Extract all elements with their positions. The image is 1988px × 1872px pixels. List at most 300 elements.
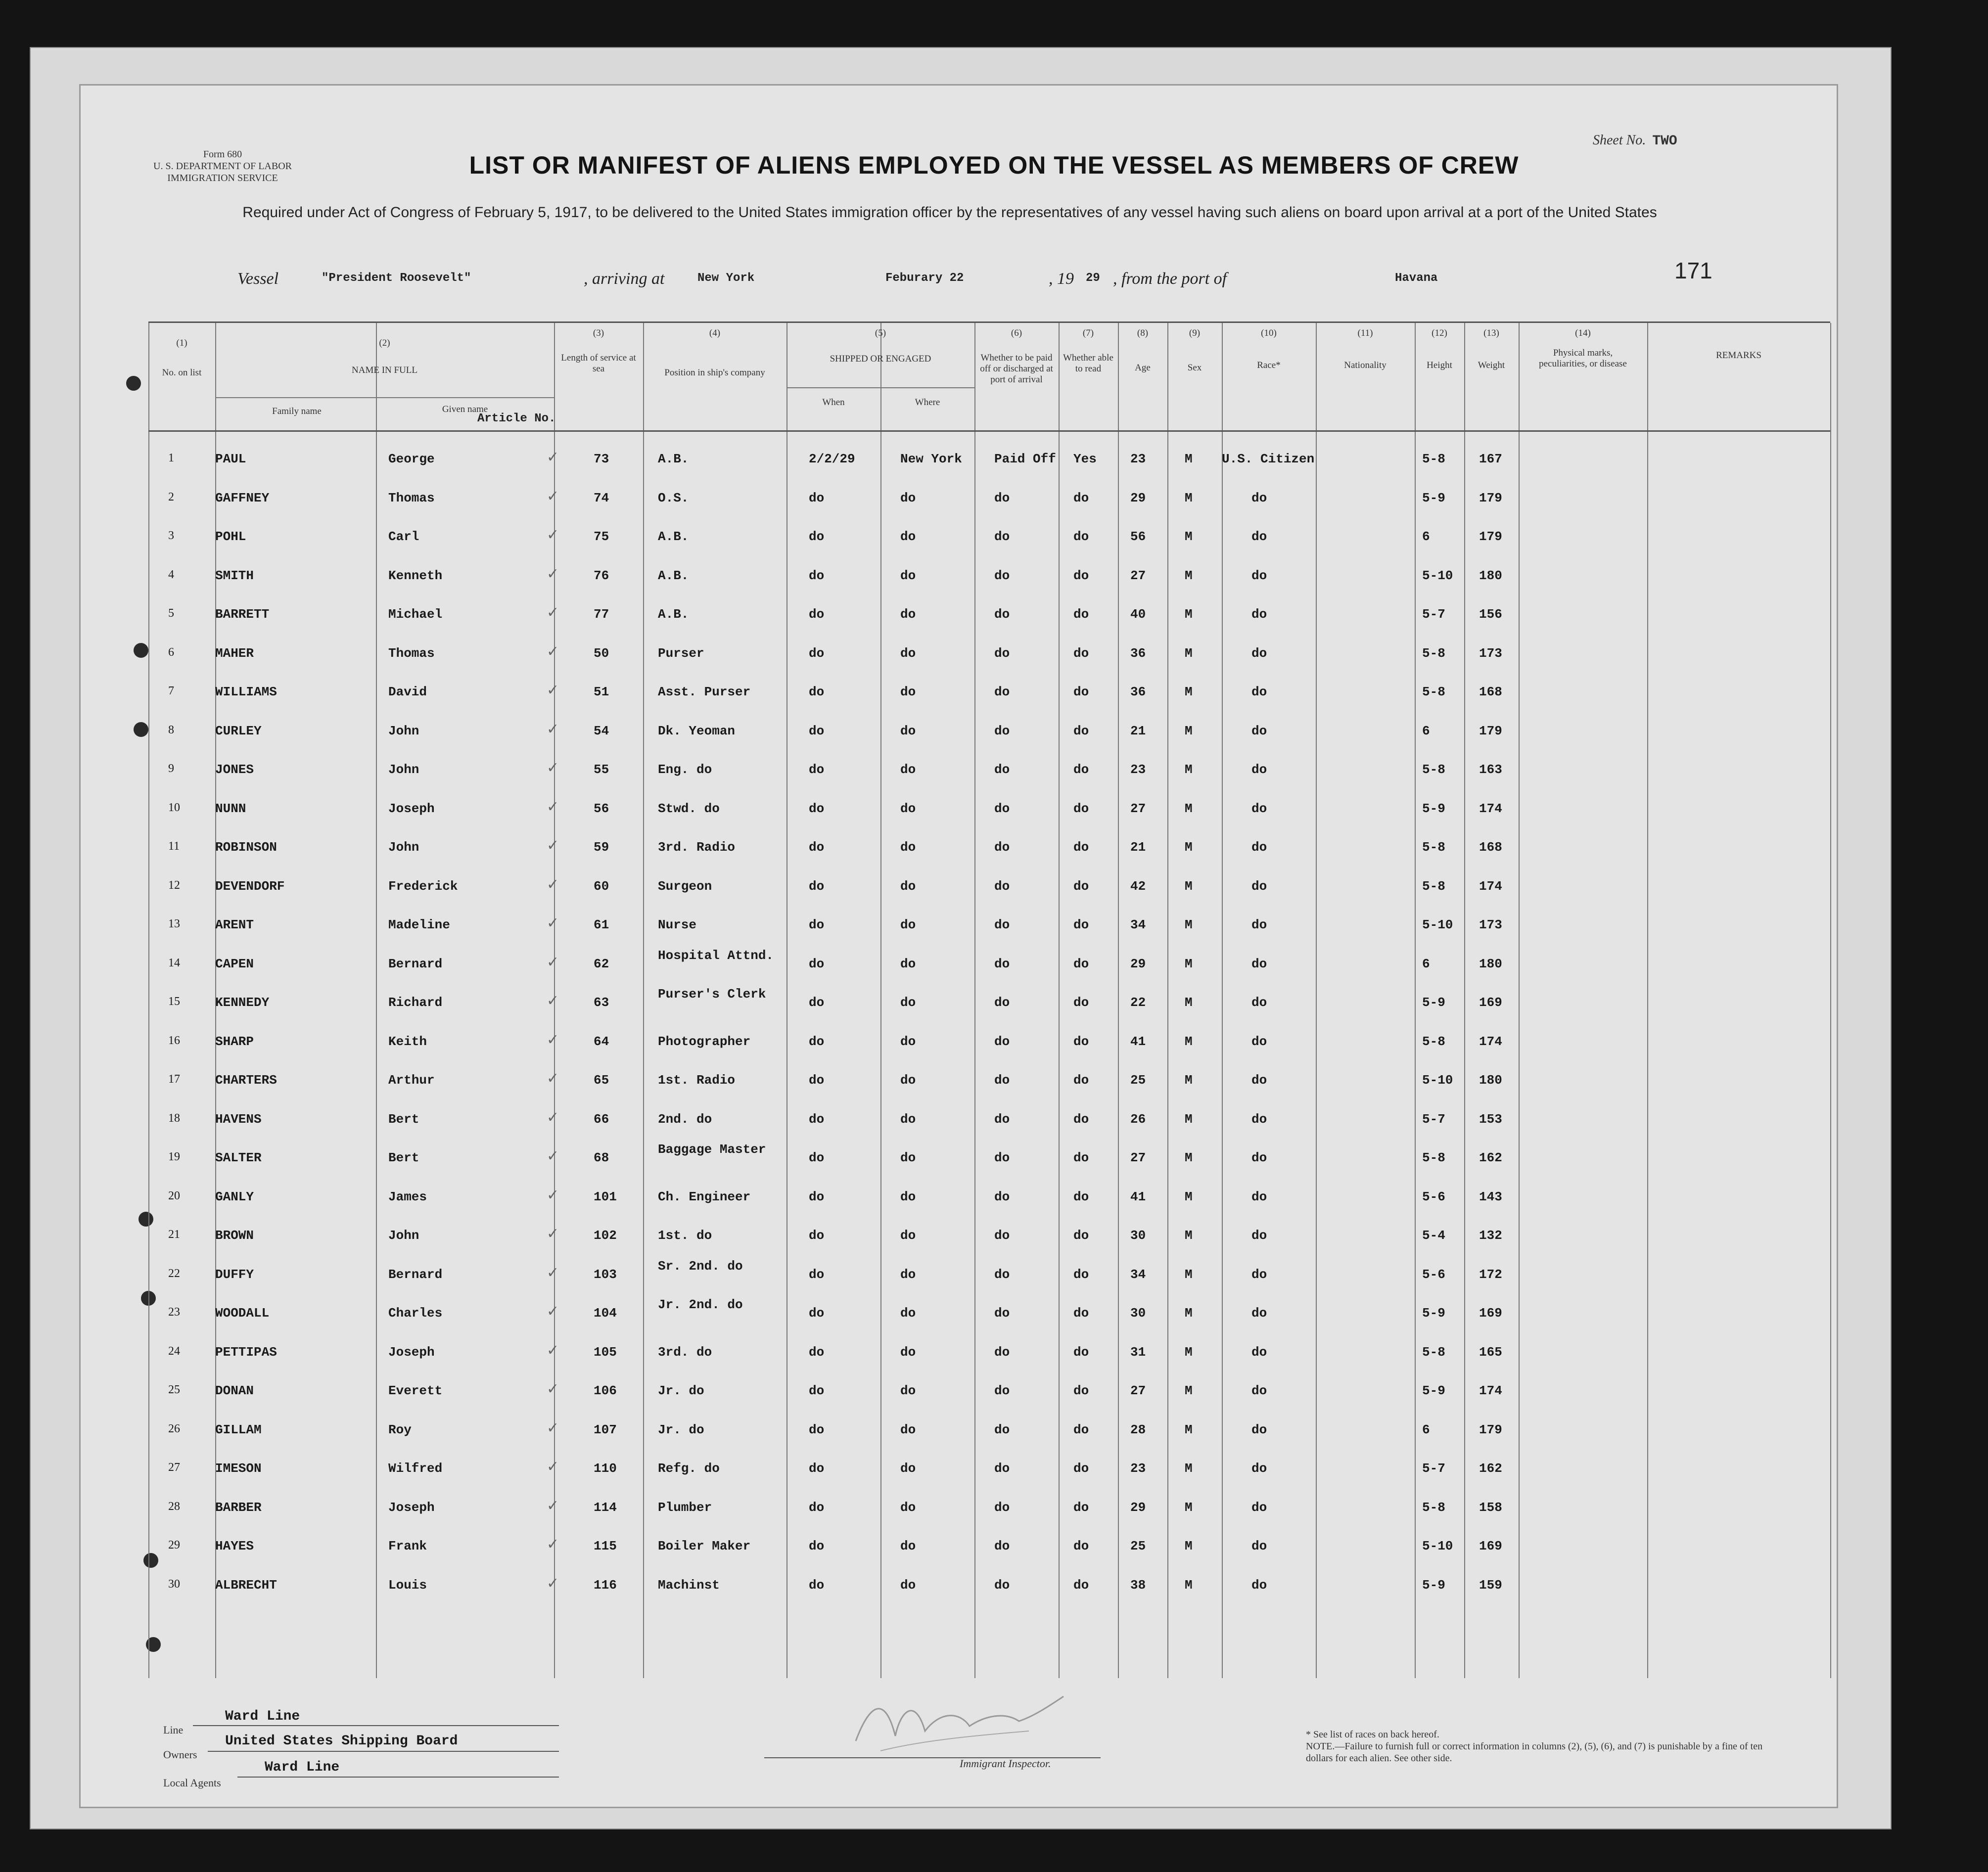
cell-nationality: do — [1251, 1189, 1267, 1204]
col-num-6: (6) — [1011, 328, 1022, 338]
cell-paid: do — [994, 1344, 1010, 1360]
cell-when: do — [809, 1422, 825, 1437]
cell-paid: do — [994, 762, 1010, 777]
arrival-date: Feburary 22 — [885, 272, 964, 285]
cell-read: do — [1073, 762, 1089, 777]
cell-age: 41 — [1130, 1034, 1146, 1049]
cell-family: PAUL — [215, 452, 246, 466]
table-row — [148, 481, 1830, 520]
cell-age: 26 — [1130, 1111, 1146, 1127]
punch-hole — [126, 376, 141, 391]
check-mark-icon: ✓ — [547, 837, 559, 854]
cell-given: Kenneth — [388, 568, 443, 583]
cell-paid: do — [994, 1189, 1010, 1204]
cell-where: do — [900, 1577, 916, 1593]
check-mark-icon: ✓ — [547, 1264, 559, 1281]
cell-age: 27 — [1130, 568, 1146, 583]
cell-given: Michael — [388, 607, 443, 622]
cell-nationality: do — [1251, 1422, 1267, 1437]
check-mark-icon: ✓ — [547, 1574, 559, 1592]
arriving-label: , arriving at — [584, 270, 665, 288]
cell-position: Photographer — [658, 1034, 751, 1049]
cell-position: 2nd. do — [658, 1111, 712, 1127]
col-where: Where — [915, 397, 940, 408]
cell-where: do — [900, 801, 916, 816]
sheet-number — [1593, 133, 1677, 149]
cell-where: do — [900, 1150, 916, 1165]
cell-nationality: do — [1251, 917, 1267, 932]
header-separator — [148, 430, 1830, 432]
cell-when: do — [809, 878, 825, 894]
cell-height: 5-7 — [1422, 1461, 1445, 1476]
cell-height: 5-7 — [1422, 607, 1445, 622]
cell-family: CAPEN — [215, 956, 254, 971]
cell-weight: 180 — [1479, 1073, 1502, 1088]
cell-given: Roy — [388, 1422, 412, 1437]
check-mark-icon: ✓ — [547, 642, 559, 660]
cell-sex: M — [1185, 490, 1193, 505]
cell-position: Stwd. do — [658, 801, 720, 816]
check-mark-icon: ✓ — [547, 1186, 559, 1204]
cell-given: Louis — [388, 1577, 427, 1593]
cell-paid: do — [994, 840, 1010, 855]
cell-position: O.S. — [658, 490, 689, 505]
cell-article: 76 — [594, 568, 609, 583]
cell-position: A.B. — [658, 452, 689, 466]
document-subtitle: Required under Act of Congress of February 5, 1917, to be delivered to the United States immigration officer by the representatives of any vessel having such aliens on board upon arrival at a port of the United States — [242, 204, 1657, 221]
cell-given: Bernard — [388, 1267, 443, 1282]
cell-no: 18 — [168, 1111, 180, 1125]
cell-nationality: do — [1251, 568, 1267, 583]
cell-family: GANLY — [215, 1189, 254, 1204]
table-row — [148, 675, 1830, 714]
check-mark-icon: ✓ — [547, 992, 559, 1009]
cell-age: 42 — [1130, 878, 1146, 894]
cell-sex: M — [1185, 529, 1193, 544]
cell-where: do — [900, 1539, 916, 1553]
cell-no: 28 — [168, 1500, 180, 1513]
cell-paid: do — [994, 917, 1010, 932]
cell-article: 54 — [594, 723, 609, 738]
cell-family: DONAN — [215, 1383, 254, 1398]
cell-given: Bert — [388, 1111, 419, 1127]
col-name-in-full: NAME IN FULL — [352, 365, 417, 375]
cell-when: do — [809, 995, 825, 1010]
cell-family: SHARP — [215, 1034, 254, 1049]
cell-when: do — [809, 490, 825, 505]
cell-when: do — [809, 1150, 825, 1165]
cell-read: do — [1073, 1422, 1089, 1437]
cell-age: 40 — [1130, 607, 1146, 622]
cell-nationality: do — [1251, 1150, 1267, 1165]
cell-weight: 173 — [1479, 645, 1502, 661]
cell-no: 23 — [168, 1306, 180, 1319]
cell-weight: 158 — [1479, 1500, 1502, 1515]
cell-read: do — [1073, 645, 1089, 661]
cell-article: 65 — [594, 1073, 609, 1088]
cell-family: BARRETT — [215, 607, 270, 622]
cell-where: do — [900, 529, 916, 544]
cell-read: do — [1073, 917, 1089, 932]
cell-nationality: do — [1251, 1073, 1267, 1088]
cell-when: do — [809, 956, 825, 971]
table-row — [148, 1568, 1830, 1607]
cell-paid: do — [994, 1383, 1010, 1398]
cell-sex: M — [1185, 1344, 1193, 1360]
cell-paid: do — [994, 956, 1010, 971]
check-mark-icon: ✓ — [547, 1458, 559, 1475]
cell-weight: 169 — [1479, 1306, 1502, 1321]
cell-family: SMITH — [215, 568, 254, 583]
cell-when: do — [809, 762, 825, 777]
cell-nationality: do — [1251, 1539, 1267, 1553]
cell-no: 15 — [168, 995, 180, 1008]
cell-article: 106 — [594, 1383, 617, 1398]
cell-read: do — [1073, 685, 1089, 699]
cell-age: 27 — [1130, 1383, 1146, 1398]
col-weight: Weight — [1478, 360, 1505, 370]
cell-where: do — [900, 607, 916, 622]
cell-no: 2 — [168, 490, 174, 503]
cell-when: do — [809, 1111, 825, 1127]
cell-article: 61 — [594, 917, 609, 932]
table-row — [148, 1218, 1830, 1257]
cell-nationality: do — [1251, 1383, 1267, 1398]
cell-nationality: do — [1251, 1111, 1267, 1127]
col-nationality: Nationality — [1344, 360, 1387, 370]
cell-sex: M — [1185, 1500, 1193, 1515]
check-mark-icon: ✓ — [547, 1031, 559, 1049]
cell-sex: M — [1185, 645, 1193, 661]
col-num-5: (5) — [875, 328, 886, 338]
cell-sex: M — [1185, 452, 1193, 466]
cell-sex: M — [1185, 917, 1193, 932]
table-row — [148, 558, 1830, 597]
cell-given: Frank — [388, 1539, 427, 1553]
cell-family: NUNN — [215, 801, 246, 816]
table-row — [148, 1296, 1830, 1335]
cell-read: do — [1073, 801, 1089, 816]
line-value: Ward Line — [225, 1709, 300, 1724]
cell-family: BARBER — [215, 1500, 262, 1515]
cell-paid: do — [994, 1073, 1010, 1088]
table-row — [148, 1180, 1830, 1219]
cell-given: John — [388, 723, 419, 738]
cell-sex: M — [1185, 1461, 1193, 1476]
cell-when: do — [809, 1306, 825, 1321]
cell-nationality: do — [1251, 1344, 1267, 1360]
cell-sex: M — [1185, 685, 1193, 699]
cell-no: 21 — [168, 1228, 180, 1241]
cell-age: 56 — [1130, 529, 1146, 544]
cell-article: 75 — [594, 529, 609, 544]
cell-where: do — [900, 995, 916, 1010]
cell-paid: do — [994, 801, 1010, 816]
cell-height: 5-8 — [1422, 685, 1445, 699]
cell-weight: 153 — [1479, 1111, 1502, 1127]
cell-nationality: do — [1251, 1267, 1267, 1282]
table-row — [148, 869, 1830, 908]
cell-sex: M — [1185, 568, 1193, 583]
cell-height: 6 — [1422, 956, 1430, 971]
cell-height: 5-8 — [1422, 878, 1445, 894]
cell-sex: M — [1185, 1422, 1193, 1437]
cell-sex: M — [1185, 1539, 1193, 1553]
table-row — [148, 442, 1830, 481]
cell-where: do — [900, 1461, 916, 1476]
cell-nationality: do — [1251, 801, 1267, 816]
cell-read: do — [1073, 840, 1089, 855]
cell-position: Plumber — [658, 1500, 712, 1515]
check-mark-icon: ✓ — [547, 1536, 559, 1553]
cell-position: 3rd. do — [658, 1344, 712, 1360]
cell-height: 5-8 — [1422, 452, 1445, 466]
cell-age: 21 — [1130, 840, 1146, 855]
cell-paid: do — [994, 1461, 1010, 1476]
cell-age: 29 — [1130, 1500, 1146, 1515]
punch-hole — [134, 643, 148, 658]
cell-paid: do — [994, 1306, 1010, 1321]
cell-paid: do — [994, 1267, 1010, 1282]
cell-age: 23 — [1130, 452, 1146, 466]
cell-article: 101 — [594, 1189, 617, 1204]
cell-weight: 180 — [1479, 956, 1502, 971]
from-port: Havana — [1395, 272, 1438, 285]
cell-height: 5-8 — [1422, 840, 1445, 855]
service-name: IMMIGRATION SERVICE — [167, 173, 278, 183]
cell-height: 5-9 — [1422, 801, 1445, 816]
cell-article: 66 — [594, 1111, 609, 1127]
cell-sex: M — [1185, 1073, 1193, 1088]
cell-article: 110 — [594, 1461, 617, 1476]
vessel-name: "President Roosevelt" — [322, 272, 471, 285]
cell-no: 7 — [168, 685, 174, 697]
cell-height: 5-8 — [1422, 1150, 1445, 1165]
line-label: Line — [163, 1724, 184, 1736]
cell-article: 116 — [594, 1577, 617, 1593]
cell-position: Nurse — [658, 917, 697, 932]
cell-age: 23 — [1130, 1461, 1146, 1476]
cell-no: 6 — [168, 645, 174, 659]
table-row — [148, 1024, 1830, 1063]
cell-sex: M — [1185, 801, 1193, 816]
cell-article: 64 — [594, 1034, 609, 1049]
cell-article: 55 — [594, 762, 609, 777]
cell-given: John — [388, 762, 419, 777]
col-when: When — [822, 397, 845, 408]
cell-nationality: do — [1251, 956, 1267, 971]
cell-nationality: do — [1251, 529, 1267, 544]
table-row — [148, 636, 1830, 675]
footnote — [1306, 1729, 1776, 1764]
cell-where: do — [900, 1034, 916, 1049]
cell-where: do — [900, 1344, 916, 1360]
col-num-1: (1) — [176, 338, 187, 348]
cell-no: 13 — [168, 917, 180, 930]
cell-where: do — [900, 1189, 916, 1204]
local-agents-value: Ward Line — [265, 1760, 340, 1775]
cell-position: Purser's Clerk — [658, 987, 766, 1002]
check-mark-icon: ✓ — [547, 1341, 559, 1359]
cell-article: 63 — [594, 995, 609, 1010]
cell-position: 3rd. Radio — [658, 840, 736, 855]
cell-family: SALTER — [215, 1150, 262, 1165]
cell-read: do — [1073, 1228, 1089, 1243]
col-height: Height — [1427, 360, 1452, 370]
cell-article: 77 — [594, 607, 609, 622]
cell-sex: M — [1185, 878, 1193, 894]
cell-position: Hospital Attnd. — [658, 948, 774, 963]
cell-age: 34 — [1130, 1267, 1146, 1282]
cell-no: 1 — [168, 452, 174, 464]
cell-age: 22 — [1130, 995, 1146, 1010]
cell-paid: do — [994, 1422, 1010, 1437]
cell-article: 103 — [594, 1267, 617, 1282]
cell-age: 38 — [1130, 1577, 1146, 1593]
cell-no: 14 — [168, 956, 180, 969]
cell-read: do — [1073, 723, 1089, 738]
cell-age: 30 — [1130, 1306, 1146, 1321]
check-mark-icon: ✓ — [547, 1070, 559, 1087]
cell-read: do — [1073, 568, 1089, 583]
cell-paid: do — [994, 685, 1010, 699]
cell-no: 25 — [168, 1383, 180, 1396]
cell-paid: do — [994, 607, 1010, 622]
cell-nationality: do — [1251, 878, 1267, 894]
cell-weight: 179 — [1479, 1422, 1502, 1437]
check-mark-icon: ✓ — [547, 1225, 559, 1242]
cell-article: 74 — [594, 490, 609, 505]
table-row — [148, 985, 1830, 1024]
cell-position: Asst. Purser — [658, 685, 751, 699]
sheet-number-value: TWO — [1652, 134, 1677, 149]
cell-position: Surgeon — [658, 878, 712, 894]
table-row — [148, 714, 1830, 753]
cell-age: 21 — [1130, 723, 1146, 738]
cell-height: 5-8 — [1422, 762, 1445, 777]
check-mark-icon: ✓ — [547, 682, 559, 699]
cell-age: 23 — [1130, 762, 1146, 777]
cell-when: do — [809, 723, 825, 738]
cell-where: do — [900, 1383, 916, 1398]
cell-height: 5-8 — [1422, 1500, 1445, 1515]
cell-paid: do — [994, 645, 1010, 661]
cell-given: Bernard — [388, 956, 443, 971]
table-row — [148, 1529, 1830, 1568]
col-shipped-or-engaged: SHIPPED OR ENGAGED — [830, 354, 931, 364]
cell-read: do — [1073, 878, 1089, 894]
check-mark-icon: ✓ — [547, 1108, 559, 1126]
table-row — [148, 597, 1830, 636]
cell-article: 68 — [594, 1150, 609, 1165]
cell-nationality: do — [1251, 1461, 1267, 1476]
cell-paid: do — [994, 490, 1010, 505]
cell-family: MAHER — [215, 645, 254, 661]
col-num-4: (4) — [709, 328, 721, 338]
cell-age: 29 — [1130, 956, 1146, 971]
cell-family: GAFFNEY — [215, 490, 270, 505]
table-row — [148, 1102, 1830, 1141]
cell-position: A.B. — [658, 607, 689, 622]
cell-weight: 179 — [1479, 723, 1502, 738]
cell-height: 6 — [1422, 723, 1430, 738]
cell-height: 5-10 — [1422, 1539, 1453, 1553]
cell-family: HAYES — [215, 1539, 254, 1553]
cell-paid: do — [994, 1228, 1010, 1243]
cell-read: do — [1073, 1034, 1089, 1049]
cell-when: do — [809, 917, 825, 932]
cell-paid: do — [994, 568, 1010, 583]
cell-sex: M — [1185, 1034, 1193, 1049]
cell-where: do — [900, 1306, 916, 1321]
cell-paid: do — [994, 1577, 1010, 1593]
check-mark-icon: ✓ — [547, 565, 559, 583]
cell-when: do — [809, 685, 825, 699]
cell-article: 102 — [594, 1228, 617, 1243]
cell-where: do — [900, 1500, 916, 1515]
sheet-number-label: Sheet No. — [1593, 133, 1646, 148]
cell-given: Joseph — [388, 1500, 435, 1515]
cell-read: do — [1073, 529, 1089, 544]
cell-height: 5-10 — [1422, 568, 1453, 583]
punch-hole — [134, 722, 148, 737]
col-paid-off: Whether to be paid off or discharged at port of arrival — [980, 353, 1053, 385]
cell-no: 26 — [168, 1422, 180, 1435]
cell-sex: M — [1185, 1228, 1193, 1243]
cell-family: ARENT — [215, 917, 254, 932]
cell-height: 5-9 — [1422, 995, 1445, 1010]
article-no-label: Article No. — [477, 412, 556, 425]
cell-article: 115 — [594, 1539, 617, 1553]
cell-paid: do — [994, 1150, 1010, 1165]
check-mark-icon: ✓ — [547, 1303, 559, 1320]
table-row — [148, 908, 1830, 947]
table-row — [148, 1257, 1830, 1296]
cell-sex: M — [1185, 956, 1193, 971]
col-able-to-read: Whether able to read — [1063, 353, 1113, 374]
cell-no: 27 — [168, 1461, 180, 1474]
cell-weight: 169 — [1479, 1539, 1502, 1553]
cell-family: DUFFY — [215, 1267, 254, 1282]
cell-weight: 156 — [1479, 607, 1502, 622]
col-race: Race* — [1257, 360, 1281, 370]
cell-nationality: do — [1251, 607, 1267, 622]
cell-article: 56 — [594, 801, 609, 816]
col-num-10: (10) — [1261, 328, 1277, 338]
cell-no: 16 — [168, 1034, 180, 1047]
cell-weight: 162 — [1479, 1461, 1502, 1476]
cell-family: ROBINSON — [215, 840, 277, 855]
cell-sex: M — [1185, 1150, 1193, 1165]
cell-weight: 174 — [1479, 801, 1502, 816]
cell-read: do — [1073, 1150, 1089, 1165]
cell-no: 29 — [168, 1539, 180, 1552]
cell-read: do — [1073, 1189, 1089, 1204]
col-num-2: (2) — [379, 338, 390, 348]
cell-given: James — [388, 1189, 427, 1204]
cell-height: 5-8 — [1422, 1034, 1445, 1049]
table-row — [148, 1373, 1830, 1413]
col-position: Position in ship's company — [664, 367, 765, 378]
form-number: Form 680 — [203, 149, 242, 160]
cell-weight: 169 — [1479, 995, 1502, 1010]
cell-weight: 168 — [1479, 840, 1502, 855]
cell-paid: do — [994, 723, 1010, 738]
cell-nationality: do — [1251, 1034, 1267, 1049]
cell-where: do — [900, 723, 916, 738]
cell-read: do — [1073, 956, 1089, 971]
check-mark-icon: ✓ — [547, 604, 559, 621]
